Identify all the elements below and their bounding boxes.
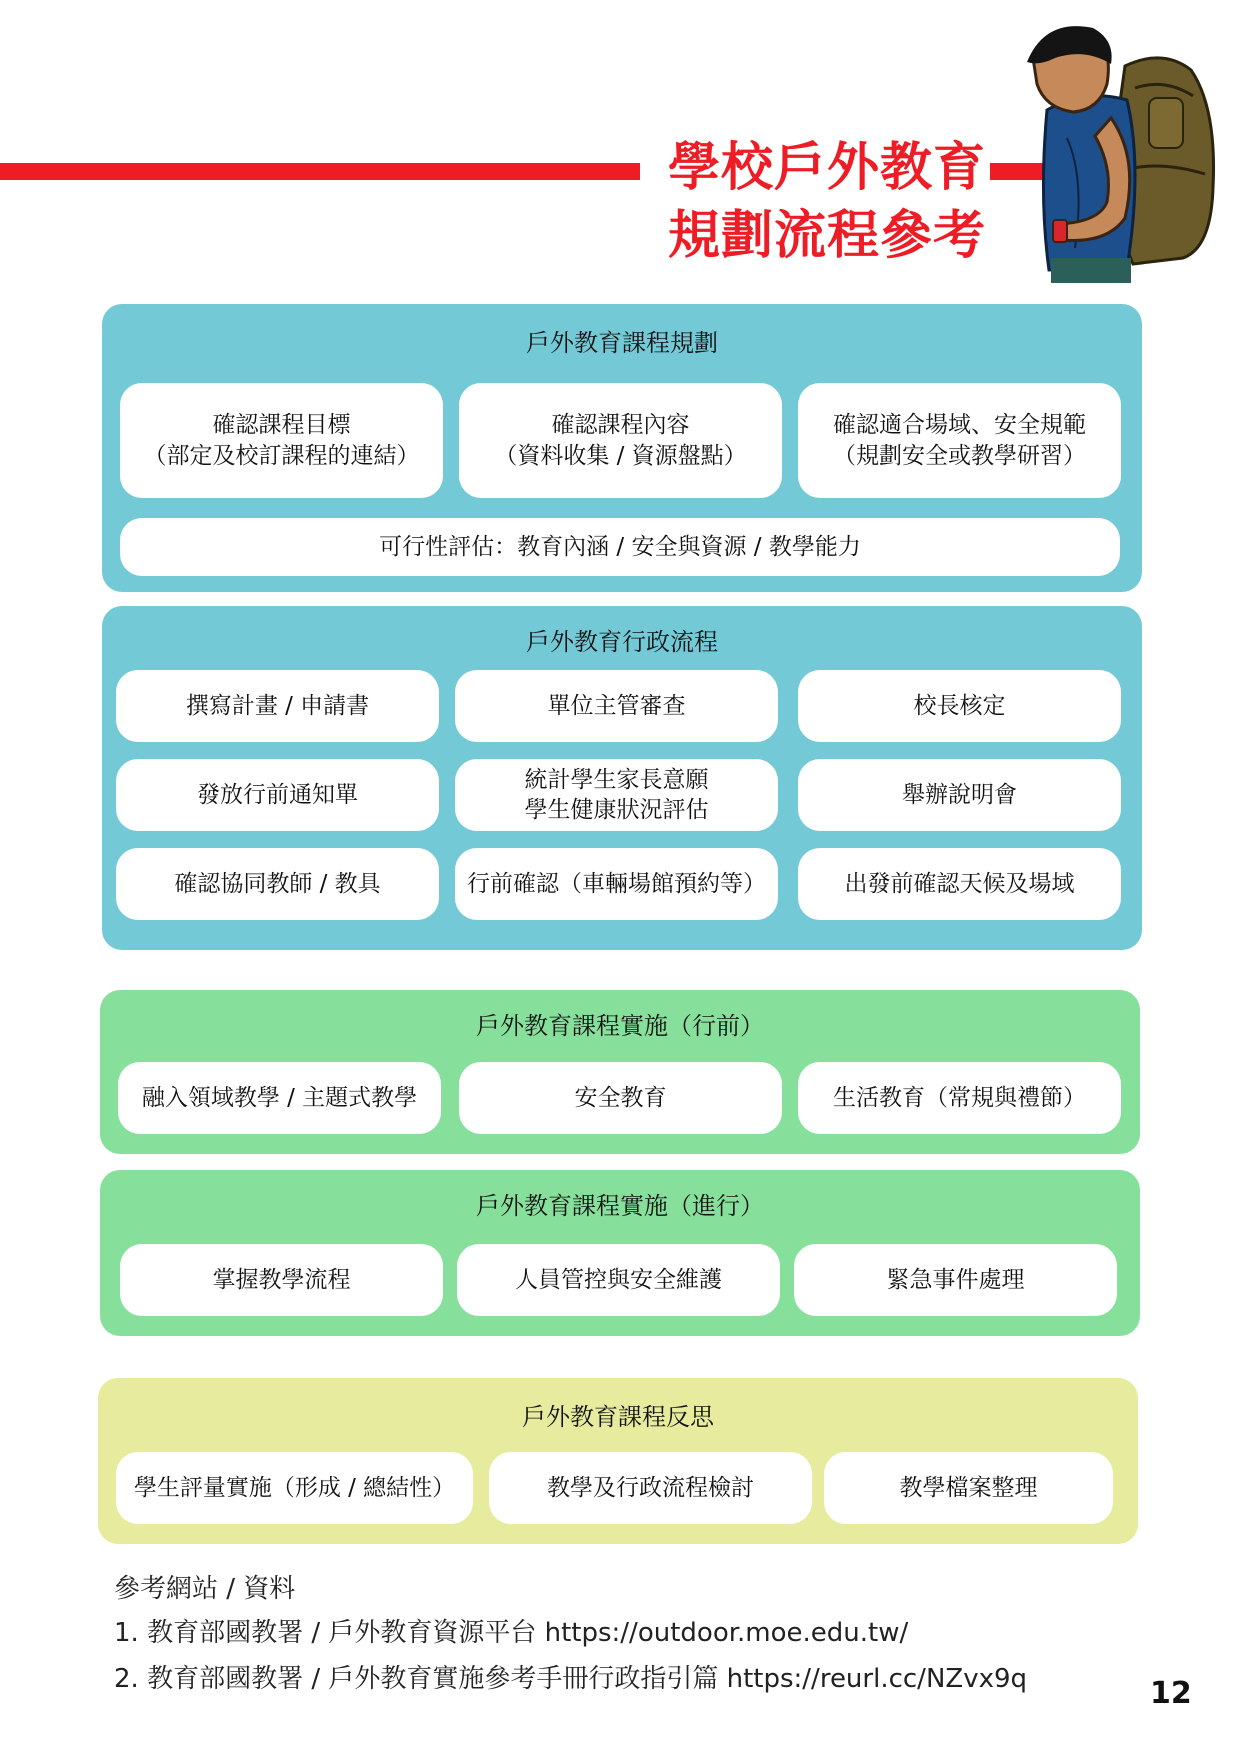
admin-box-9 (798, 848, 1121, 920)
during-box-2 (457, 1244, 780, 1316)
box-line-2: 學生健康狀況評估 (524, 797, 709, 823)
pre-implementation-panel (100, 990, 1140, 1154)
admin-box-3 (798, 670, 1121, 742)
pre-box-2 (459, 1062, 782, 1134)
box-line-1: 確認適合場域、安全規範 (833, 412, 1086, 439)
references-heading: 參考網站 / 資料 (114, 1574, 296, 1604)
admin-box-8 (455, 848, 778, 920)
box-line-1: 確認課程內容 (551, 412, 690, 439)
admin-box-6 (798, 759, 1121, 831)
box-line-1: 統計學生家長意願 (524, 766, 709, 793)
box-line-1: 行前確認（車輛場館預約等） (467, 870, 766, 897)
pre-heading: 戶外教育課程實施（行前） (476, 1012, 764, 1040)
planning-box-1 (120, 383, 443, 498)
box-line-1: 舉辦說明會 (902, 781, 1017, 808)
admin-box-4 (116, 759, 439, 831)
header-red-bar-left (0, 163, 640, 180)
page-number: 12 (1150, 1676, 1192, 1711)
admin-box-1 (116, 670, 439, 742)
box-line-1: 確認協同教師 / 教具 (174, 870, 381, 897)
reflection-box-3 (824, 1452, 1113, 1524)
box-line-2: （資料收集 / 資源盤點） (494, 442, 747, 469)
reflection-heading: 戶外教育課程反思 (522, 1403, 714, 1431)
planning-heading: 戶外教育課程規劃 (526, 329, 718, 357)
feasibility-text: 可行性評估：教育內涵 / 安全與資源 / 教學能力 (379, 533, 861, 560)
title-line-1: 學校戶外教育 (668, 138, 987, 198)
admin-box-5 (455, 759, 778, 831)
box-line-1: 人員管控與安全維護 (515, 1266, 722, 1293)
planning-box-3 (798, 383, 1121, 498)
box-line-1: 發放行前通知單 (197, 781, 358, 808)
reference-item-2: 2. 教育部國教署 / 戶外教育實施參考手冊行政指引篇 https://reurl.cc/NZvx9q (114, 1664, 1028, 1694)
box-line-1: 教學檔案整理 (899, 1474, 1038, 1501)
box-line-1: 學生評量實施（形成 / 總結性） (133, 1474, 456, 1501)
planning-box-2 (459, 383, 782, 498)
hiker-illustration (1015, 18, 1235, 283)
during-box-3 (794, 1244, 1117, 1316)
box-line-1: 校長核定 (913, 692, 1006, 719)
reflection-box-1 (116, 1452, 473, 1524)
box-line-2: （部定及校訂課程的連結） (143, 442, 420, 469)
during-box-1 (120, 1244, 443, 1316)
box-line-1: 教學及行政流程檢討 (547, 1474, 754, 1501)
box-line-1: 確認課程目標 (212, 412, 351, 439)
reflection-box-2 (489, 1452, 812, 1524)
pre-box-3 (798, 1062, 1121, 1134)
during-heading: 戶外教育課程實施（進行） (476, 1192, 764, 1220)
box-line-1: 掌握教學流程 (212, 1266, 351, 1293)
box-line-1: 融入領域教學 / 主題式教學 (141, 1084, 418, 1111)
during-implementation-panel (100, 1170, 1140, 1336)
reference-item-1: 1. 教育部國教署 / 戶外教育資源平台 https://outdoor.moe.edu.tw/ (114, 1618, 909, 1648)
box-line-1: 緊急事件處理 (886, 1266, 1025, 1293)
admin-box-7 (116, 848, 439, 920)
admin-box-2 (455, 670, 778, 742)
box-line-1: 單位主管審查 (547, 692, 686, 719)
pre-box-1 (118, 1062, 441, 1134)
planning-panel (102, 304, 1142, 592)
box-line-1: 出發前確認天候及場域 (844, 870, 1075, 897)
feasibility-bar (120, 518, 1120, 576)
admin-panel (102, 606, 1142, 950)
box-line-1: 撰寫計畫 / 申請書 (185, 692, 370, 719)
admin-heading: 戶外教育行政流程 (526, 628, 718, 656)
title-line-2: 規劃流程參考 (668, 206, 987, 266)
box-line-1: 生活教育（常規與禮節） (833, 1084, 1086, 1111)
box-line-1: 安全教育 (574, 1084, 667, 1111)
reflection-panel (98, 1378, 1138, 1544)
box-line-2: （規劃安全或教學研習） (833, 442, 1086, 469)
